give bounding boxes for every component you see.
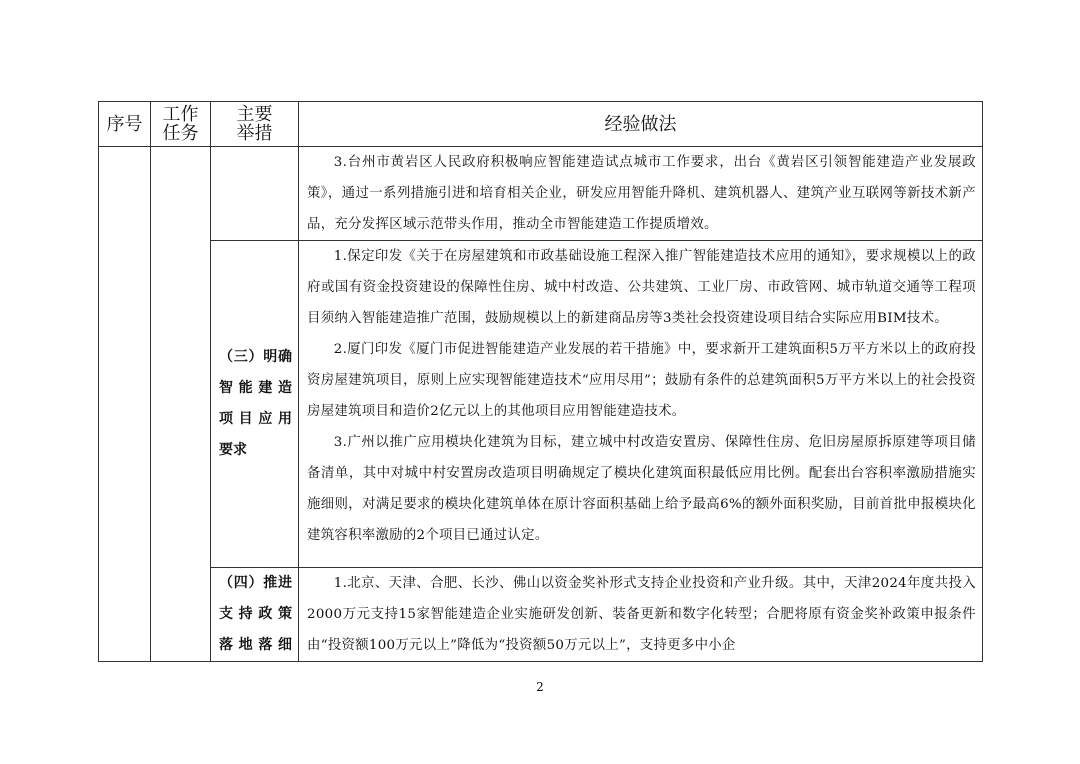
header-task xyxy=(151,102,211,147)
index-cell xyxy=(99,147,151,662)
measure-label-line: 项目应用 xyxy=(219,411,292,427)
header-measure-line1: 主要 xyxy=(236,104,273,125)
page-number: 2 xyxy=(536,680,544,694)
measure-cell xyxy=(211,568,299,662)
measure-label-line: 智能建造 xyxy=(219,380,292,396)
practice-cell xyxy=(299,568,983,662)
policy-table xyxy=(98,101,983,662)
header-measure-line2: 举措 xyxy=(236,123,273,144)
practice-paragraph: 2.厦门印发《厦门市促进智能建造产业发展的若干措施》中，要求新开工建筑面积5万平方米以上的政府投资房屋建筑项目，原则上应实现智能建造技术“应用尽用”；鼓励有条件的总建筑面积5万平方米以上的社会投资房屋建筑项目和造价2亿元以上的其他项目应用智能建造技术。 xyxy=(307,342,976,419)
practice-cell xyxy=(299,241,983,568)
practice-paragraph: 1.北京、天津、合肥、长沙、佛山以资金奖补形式支持企业投资和产业升级。其中，天津2024年度共投入2000万元支持15家智能建造企业实施研发创新、装备更新和数字化转型；合肥将原有资金奖补政策申报条件由“投资额100万元以上”降低为“投资额50万元以上”，支持更多中小企 xyxy=(307,576,976,653)
task-cell xyxy=(151,147,211,662)
practice-paragraph: 3.台州市黄岩区人民政府积极响应智能建造试点城市工作要求，出台《黄岩区引领智能建造产业发展政策》，通过一系列措施引进和培育相关企业，研发应用智能升降机、建筑机器人、建筑产业互联网等新技术新产品，充分发挥区域示范带头作用，推动全市智能建造工作提质增效。 xyxy=(307,155,976,232)
table-row xyxy=(99,147,983,241)
header-row xyxy=(99,102,983,147)
measure-cell-empty xyxy=(211,147,299,241)
table-row xyxy=(99,241,983,568)
header-measure xyxy=(211,102,299,147)
measure-label-line: （三）明确 xyxy=(219,349,292,365)
measure-label-line: 要求 xyxy=(219,442,247,458)
table-row xyxy=(99,568,983,662)
practice-paragraph: 1.保定印发《关于在房屋建筑和市政基础设施工程深入推广智能建造技术应用的通知》，要求规模以上的政府或国有资金投资建设的保障性住房、城中村改造、公共建筑、工业厂房、市政管网、城市轨道交通等工程项目须纳入智能建造推广范围，鼓励规模以上的新建商品房等3类社会投资建设项目结合实际应用BIM技术。 xyxy=(307,249,976,326)
header-practice: 经验做法 xyxy=(299,102,983,147)
header-task-line1: 工作 xyxy=(162,104,199,125)
header-index: 序号 xyxy=(99,102,151,147)
practice-paragraph: 3.广州以推广应用模块化建筑为目标，建立城中村改造安置房、保障性住房、危旧房屋原拆原建等项目储备清单，其中对城中村安置房改造项目明确规定了模块化建筑面积最低应用比例。配套出台容积率激励措施实施细则，对满足要求的模块化建筑单体在原计容面积基础上给予最高6%的额外面积奖励，目前首批申报模块化建筑容积率激励的2个项目已通过认定。 xyxy=(307,435,976,543)
measure-label-line: 支持政策 xyxy=(219,606,292,622)
measure-cell xyxy=(211,241,299,568)
measure-label-line: （四）推进 xyxy=(219,575,292,591)
header-task-line2: 任务 xyxy=(162,123,199,144)
practice-cell xyxy=(299,147,983,241)
measure-label-line: 落地落细 xyxy=(219,637,292,653)
